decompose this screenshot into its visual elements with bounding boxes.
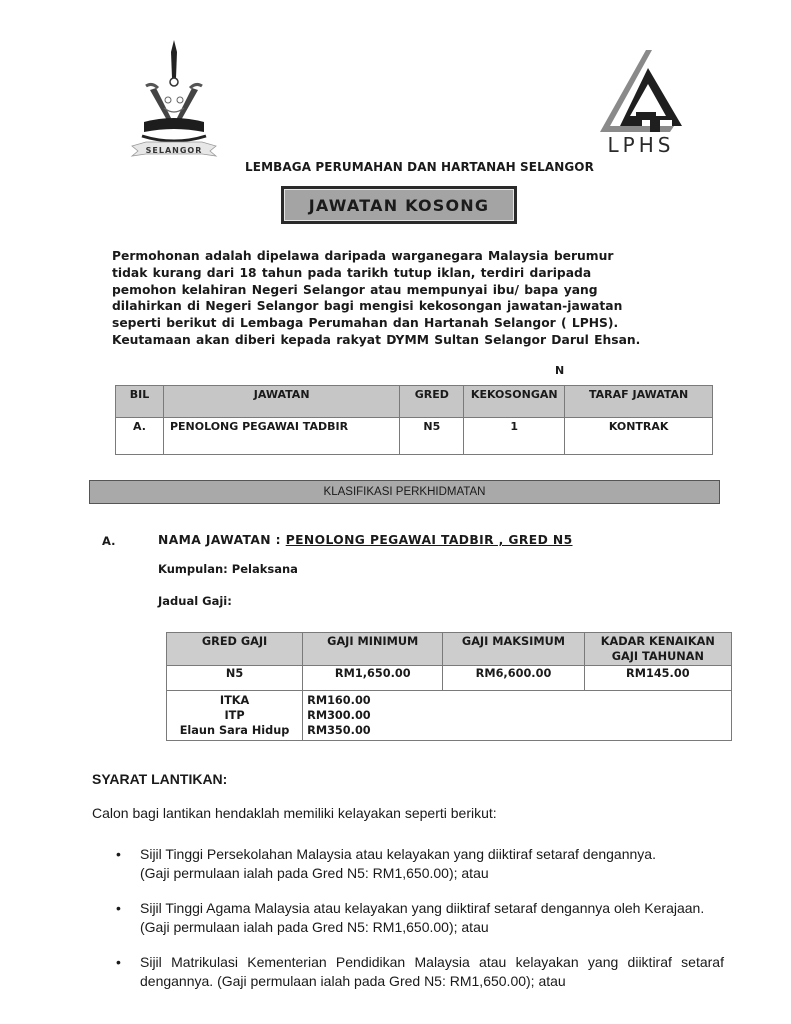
allowance-label: ITKA	[219, 694, 250, 707]
cell-gred-gaji: N5	[167, 666, 303, 691]
intro-line: tidak kurang dari 18 tahun pada tarikh tutup iklan, terdiri daripada	[112, 265, 592, 280]
header-cell: GAJI MINIMUM	[303, 633, 443, 666]
lphs-logo-text: LPHS	[607, 133, 675, 156]
intro-line: dilahirkan di Negeri Selangor bagi mengisi kekosongan jawatan-jawatan	[112, 299, 623, 314]
kumpulan-text: Kumpulan: Pelaksana	[158, 562, 298, 576]
job-title-prefix: NAMA JAWATAN :	[158, 533, 286, 547]
selangor-crest-logo	[128, 38, 220, 160]
header-cell: JAWATAN	[163, 386, 399, 418]
requirement-text: Sijil Tinggi Agama Malaysia atau kelayakan yang diiktiraf setaraf dengannya oleh Kerajaan.	[140, 900, 705, 916]
intro-line: seperti berikut di Lembaga Perumahan dan Hartanah Selangor ( LPHS).	[112, 316, 619, 331]
lphs-logo	[596, 46, 686, 156]
page-title: JAWATAN KOSONG	[284, 189, 514, 221]
requirement-salary-note: (Gaji permulaan ialah pada Gred N5: RM1,650.00); atau	[140, 919, 489, 935]
bullet-icon: •	[116, 846, 121, 862]
crest-ribbon-text: SELANGOR	[145, 146, 203, 155]
requirements-intro: Calon bagi lantikan hendaklah memiliki kelayakan seperti berikut:	[92, 805, 497, 821]
cell-gaji-minimum: RM1,650.00	[303, 666, 443, 691]
intro-line: pemohon kelahiran Negeri Selangor atau mempunyai ibu/ bapa yang	[112, 282, 598, 297]
bullet-icon: •	[116, 900, 121, 916]
allowance-row	[167, 691, 732, 741]
cell-bil: A.	[116, 418, 164, 455]
header-cell: KEKOSONGAN	[464, 386, 565, 418]
requirements-heading: SYARAT LANTIKAN:	[92, 771, 228, 787]
organization-name-text: LEMBAGA PERUMAHAN DAN HARTANAH SELANGOR	[245, 160, 594, 174]
intro-line: Permohonan adalah dipelawa daripada warganegara Malaysia berumur	[112, 249, 614, 263]
requirements-list	[116, 845, 724, 1007]
table-header-row	[167, 633, 732, 666]
cell-gred: N5	[400, 418, 464, 455]
allowance-value: RM350.00	[307, 724, 371, 737]
allowance-labels	[167, 691, 303, 741]
job-title-name: PENOLONG PEGAWAI TADBIR , GRED N5	[285, 533, 573, 547]
requirement-item	[116, 845, 724, 883]
intro-line: Keutamaan akan diberi kepada rakyat DYMM Sultan Selangor Darul Ehsan.	[112, 332, 641, 347]
title-box	[281, 186, 517, 224]
header-cell: BIL	[116, 386, 164, 418]
header-cell: KADAR KENAIKAN GAJI TAHUNAN	[584, 633, 731, 666]
vacancy-table	[115, 385, 713, 455]
organization-name	[0, 160, 791, 174]
allowance-values	[303, 691, 732, 741]
requirement-item	[116, 953, 724, 991]
cell-kekosongan: 1	[464, 418, 565, 455]
table-row	[167, 666, 732, 691]
item-label: A.	[102, 534, 116, 548]
requirement-salary-note: (Gaji permulaan ialah pada Gred N5: RM1,650.00); atau	[140, 865, 489, 881]
header-cell: GAJI MAKSIMUM	[443, 633, 584, 666]
requirement-item	[116, 899, 724, 937]
allowance-value: RM300.00	[307, 709, 371, 722]
bullet-icon: •	[116, 954, 121, 970]
jadual-gaji-label: Jadual Gaji:	[158, 594, 232, 608]
allowance-label: ITP	[224, 709, 245, 722]
intro-paragraph	[112, 248, 710, 349]
header-cell: GRED GAJI	[167, 633, 303, 666]
cell-gaji-maksimum: RM6,600.00	[443, 666, 584, 691]
salary-table	[166, 632, 732, 741]
requirement-text: Sijil Tinggi Persekolahan Malaysia atau kelayakan yang diiktiraf setaraf dengannya.	[140, 846, 656, 862]
table-header-row	[116, 386, 713, 418]
header-cell: TARAF JAWATAN	[565, 386, 713, 418]
requirement-text: Sijil Matrikulasi Kementerian Pendidikan Malaysia atau kelayakan yang diiktiraf setaraf dengannya. (Gaji permulaan ialah pada Gred N5: RM1,650.00); atau	[140, 954, 724, 989]
allowance-label: Elaun Sara Hidup	[179, 724, 290, 737]
job-title-line	[158, 533, 573, 547]
header-cell: GRED	[400, 386, 464, 418]
section-header: KLASIFIKASI PERKHIDMATAN	[89, 480, 720, 504]
allowance-value: RM160.00	[307, 694, 371, 707]
table-row	[116, 418, 713, 455]
cell-jawatan: PENOLONG PEGAWAI TADBIR	[163, 418, 399, 455]
cell-kadar-kenaikan: RM145.00	[584, 666, 731, 691]
stray-mark: N	[555, 364, 565, 377]
cell-taraf: KONTRAK	[565, 418, 713, 455]
